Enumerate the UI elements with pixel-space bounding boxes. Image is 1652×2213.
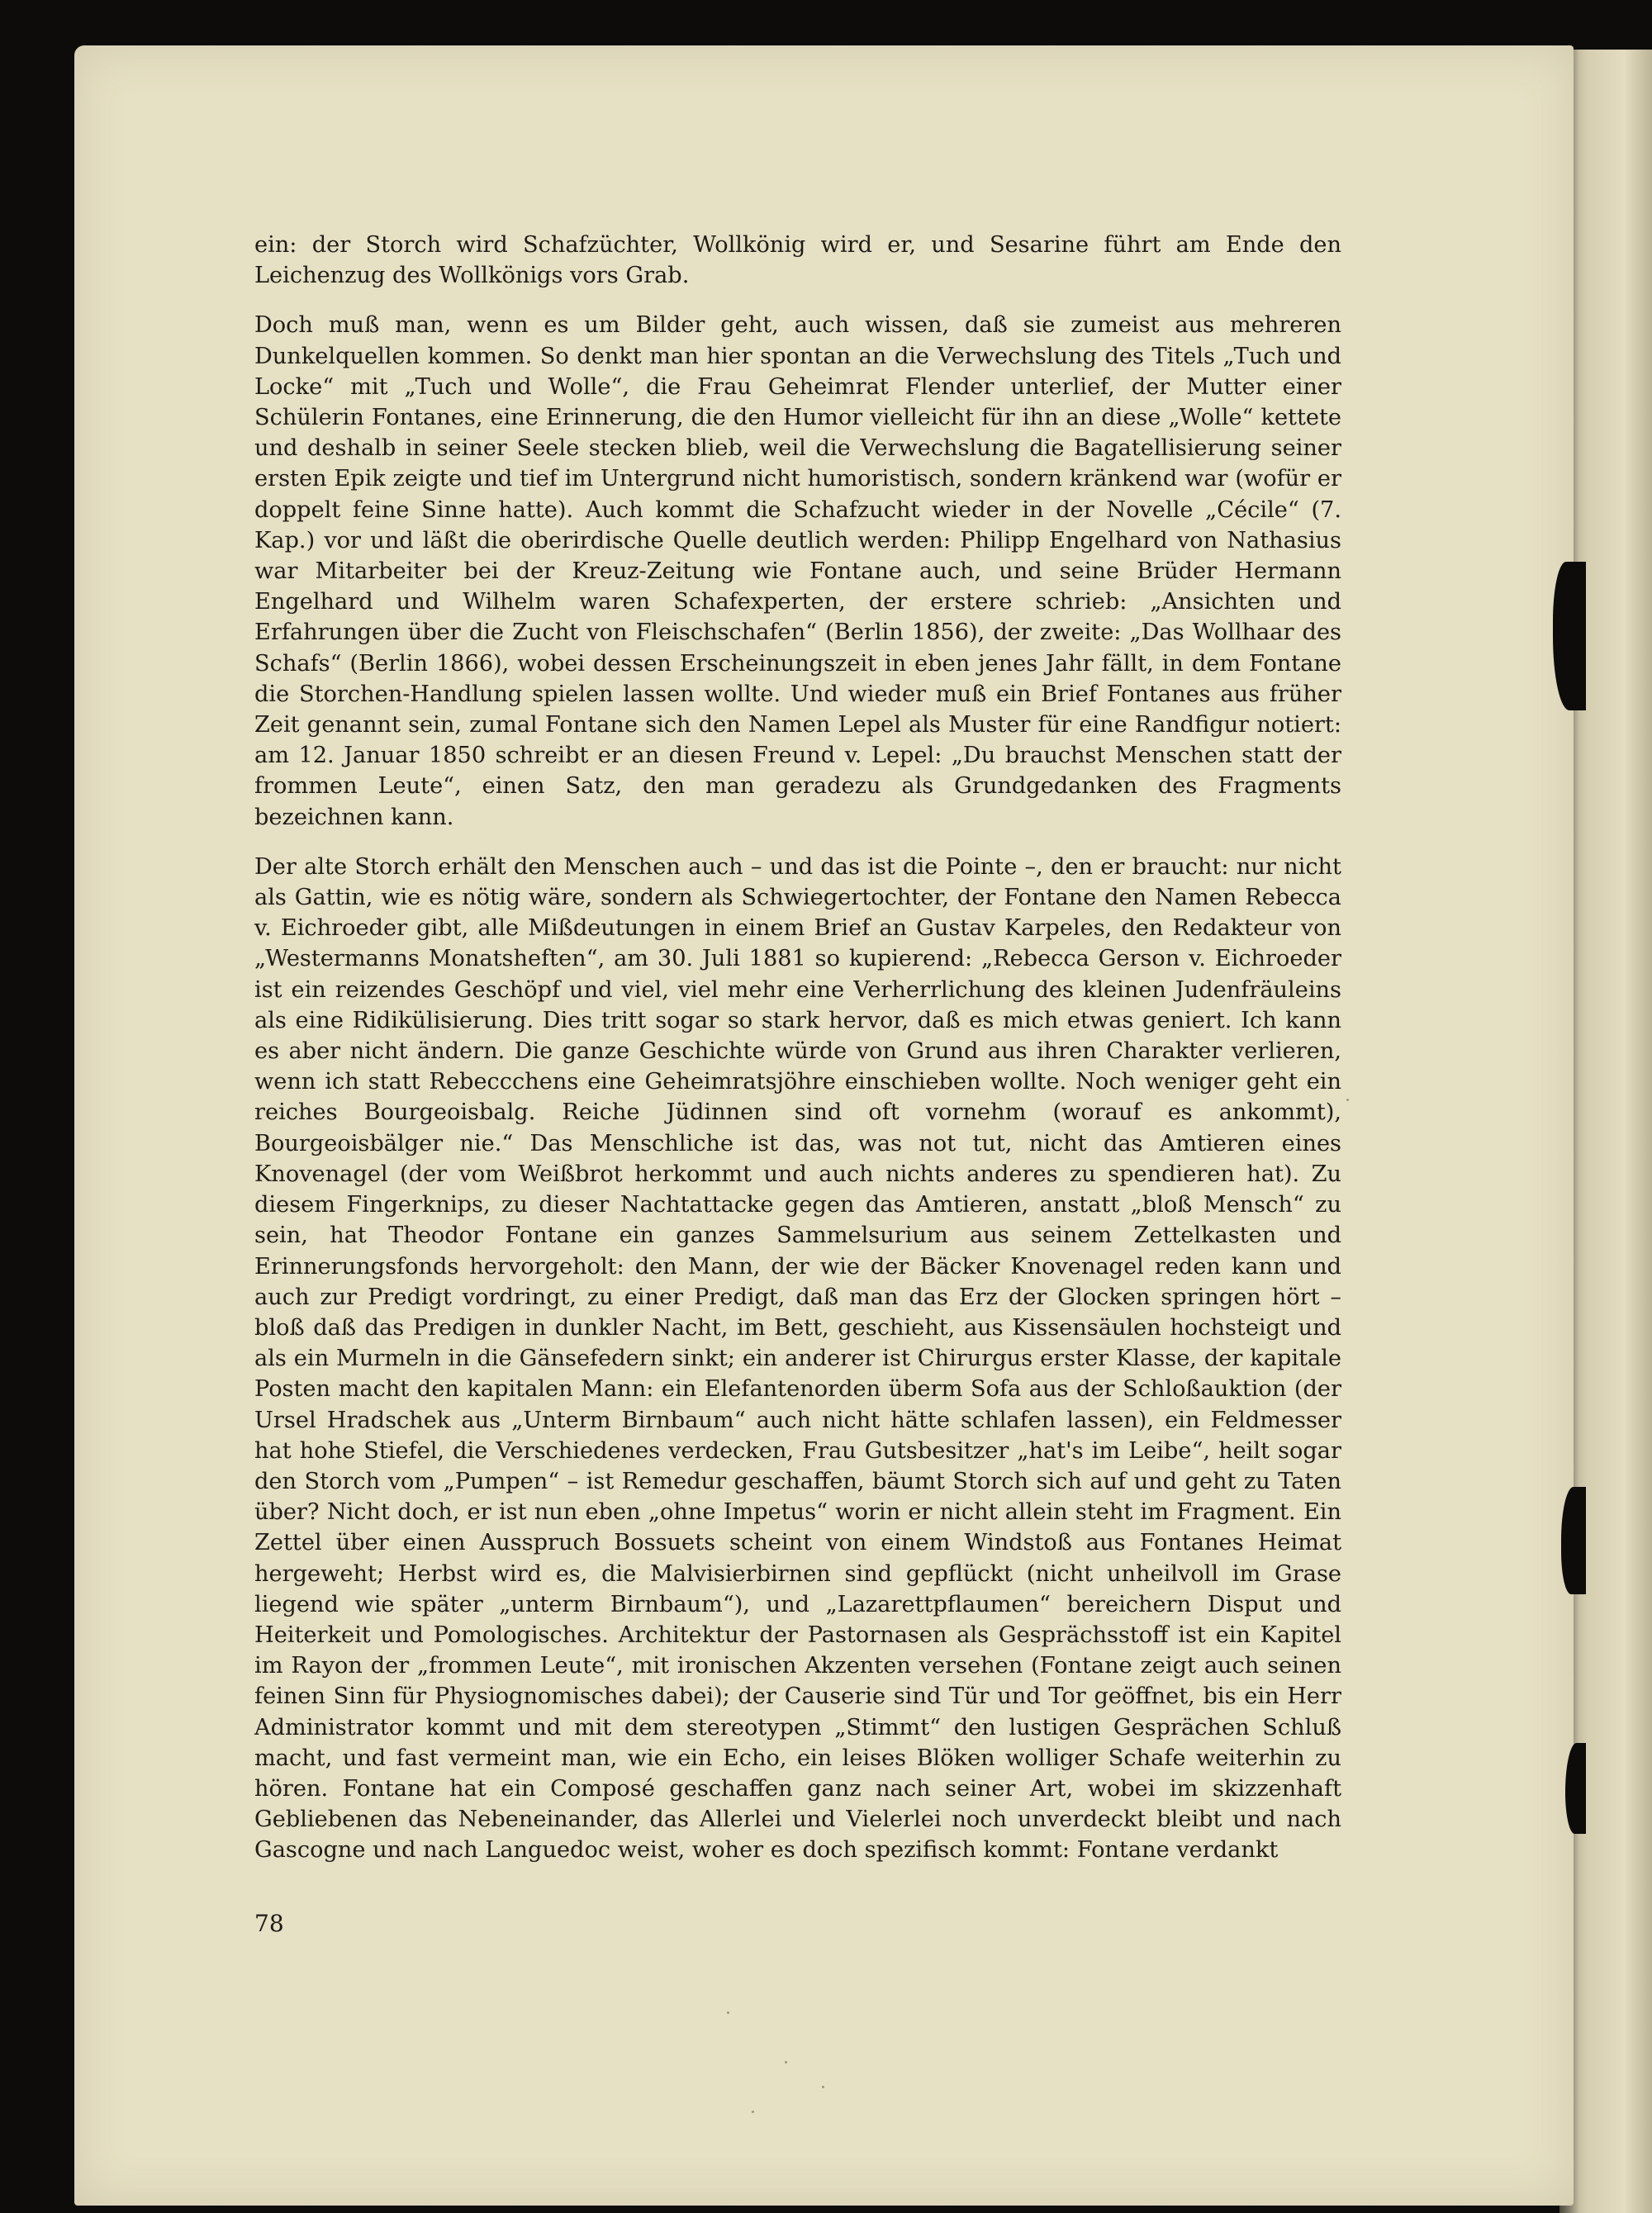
page-tear-3 [1565, 1743, 1586, 1834]
page-tear-1 [1553, 562, 1586, 710]
page-tear-2 [1561, 1487, 1586, 1594]
paragraph-1: ein: der Storch wird Schafzüchter, Wollkönig wird er, und Sesarine führt am Ende den Leichenzug des Wollkönigs vors Grab. [254, 232, 1341, 289]
page-number: 78 [254, 1910, 284, 1937]
paragraph-3: Der alte Storch erhält den Menschen auch – und das ist die Pointe –, den er braucht: nur nicht als Gattin, wie es nötig wäre, sondern als Schwiegertochter, der Fontane den Namen Rebecca v. Eichroeder gibt, alle Mißdeutungen in einem Brief an Gustav Karpeles, den Redakteur von „Westermanns Monatsheften“, am 30. Juli 1881 so kupierend: „Rebecca Gerson v. Eichroeder ist ein reizendes Geschöpf und viel, viel mehr eine Verherrlichung des kleinen Judenfräuleins als eine Ridikülisierung. Dies tritt sogar so stark hervor, daß es mich etwas geniert. Ich kann es aber nicht ändern. Die ganze Geschichte würde von Grund aus ihren Charakter verlieren, wenn ich statt Rebeccchens eine Geheimratsjöhre einschieben wollte. Noch weniger geht ein reiches Bourgeoisbalg. Reiche Jüdinnen sind oft vornehm (worauf es ankommt), Bourgeoisbälger nie.“ Das Menschliche ist das, was not tut, nicht das Amtieren eines Knovenagel (der vom Weißbrot herkommt und auch nichts anderes zu spendieren hat). Zu diesem Fingerknips, zu dieser Nachtattacke gegen das Amtieren, anstatt „bloß Mensch“ zu sein, hat Theodor Fontane ein ganzes Sammelsurium aus seinem Zettelkasten und Erinnerungsfonds hervorgeholt: den Mann, der wie der Bäcker Knovenagel reden kann und auch zur Predigt vordringt, zu einer Predigt, daß man das Erz der Glocken springen hört – bloß daß das Predigen in dunkler Nacht, im Bett, geschieht, aus Kissensäulen hochsteigt und als ein Murmeln in die Gänsefedern sinkt; ein anderer ist Chirurgus erster Klasse, der kapitale Posten macht den kapitalen Mann: ein Elefantenorden überm Sofa aus der Schloßauktion (der Ursel Hradschek aus „Unterm Birnbaum“ auch nicht hätte schlafen lassen), ein Feldmesser hat hohe Stiefel, die Verschiedenes verdecken, Frau Gutsbesitzer „hat's im Leibe“, heilt sogar den Storch vom „Pumpen“ – ist Remedur geschaffen, bäumt Storch sich auf und geht zu Taten über? Nicht doch, er ist nun eben „ohne Impetus“ worin er nicht allein steht im Fragment. Ein Zettel über einen Ausspruch Bossuets scheint von einem Windstoß aus Fontanes Heimat hergeweht; Herbst wird es, die Malvisierbirnen sind gepflückt (nicht unheilvoll im Grase liegend wie später „unterm Birnbaum“), und „Lazarettpflaumen“ bereichern Disput und Heiterkeit und Pomologisches. Architektur der Pastornasen als Gesprächsstoff ist ein Kapitel im Rayon der „frommen Leute“, mit ironischen Akzenten versehen (Fontane zeigt auch seinen feinen Sinn für Physiognomisches dabei); der Causerie sind Tür und Tor geöffnet, bis ein Herr Administrator kommt und mit dem stereotypen „Stimmt“ den lustigen Gesprächen Schluß macht, und fast vermeint man, wie ein Echo, ein leises Blöken wolliger Schafe weiterhin zu hören. Fontane hat ein Composé geschaffen ganz nach seiner Art, wobei im skizzenhaft Gebliebenen das Nebeneinander, das Allerlei und Vielerlei noch unverdeckt bleibt und nach Gascogne und nach Languedoc weist, woher es doch spezifisch kommt: Fontane verdankt [254, 853, 1341, 1864]
body-text [254, 230, 1341, 1866]
paragraph-2: Doch muß man, wenn es um Bilder geht, auch wissen, daß sie zumeist aus mehreren Dunkelquellen kommen. So denkt man hier spontan an die Verwechslung des Titels „Tuch und Locke“ mit „Tuch und Wolle“, die Frau Geheimrat Flender unterlief, der Mutter einer Schülerin Fontanes, eine Erinnerung, die den Humor vielleicht für ihn an diese „Wolle“ kettete und deshalb in seiner Seele stecken blieb, weil die Verwechslung die Bagatellisierung seiner ersten Epik zeigte und tief im Untergrund nicht humoristisch, sondern kränkend war (wofür er doppelt feine Sinne hatte). Auch kommt die Schafzucht wieder in der Novelle „Cécile“ (7. Kap.) vor und läßt die oberirdische Quelle deutlich werden: Philipp Engelhard von Nathasius war Mitarbeiter bei der Kreuz-Zeitung wie Fontane auch, und seine Brüder Hermann Engelhard und Wilhelm waren Schafexperten, der erstere schrieb: „Ansichten und Erfahrungen über die Zucht von Fleischschafen“ (Berlin 1856), der zweite: „Das Wollhaar des Schafs“ (Berlin 1866), wobei dessen Erscheinungszeit in eben jenes Jahr fällt, in dem Fontane die Storchen-Handlung spielen lassen wollte. Und wieder muß ein Brief Fontanes aus früher Zeit genannt sein, zumal Fontane sich den Namen Lepel als Muster für eine Randfigur notiert: am 12. Januar 1850 schreibt er an diesen Freund v. Lepel: „Du brauchst Menschen statt der frommen Leute“, einen Satz, den man geradezu als Grundgedanken des Fragments bezeichnen kann. [254, 312, 1341, 830]
